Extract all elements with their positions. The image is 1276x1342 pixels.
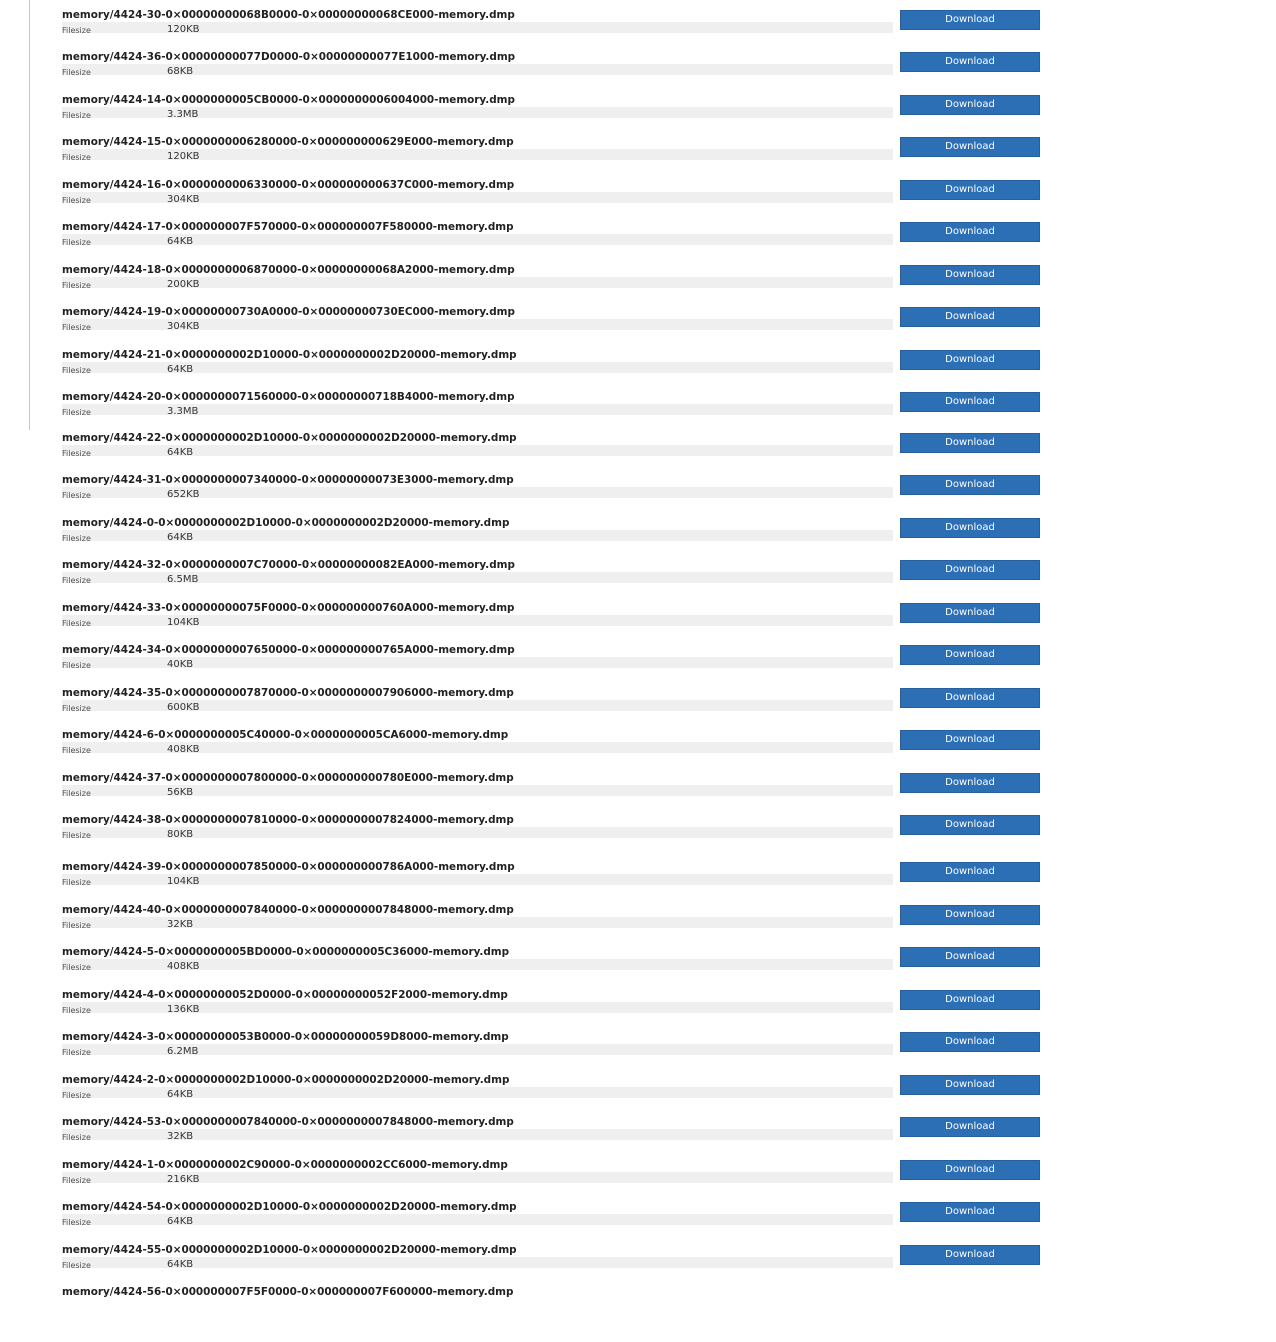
filesize-value: 120KB	[167, 151, 200, 162]
download-button[interactable]: Download	[900, 990, 1040, 1010]
filesize-label: Filesize	[62, 68, 91, 77]
file-name: memory/4424-37-0×0000000007800000-0×000000000780E000-memory.dmp	[62, 772, 514, 784]
download-button[interactable]: Download	[900, 52, 1040, 72]
download-button[interactable]: Download	[900, 947, 1040, 967]
file-row	[0, 558, 1276, 598]
download-button[interactable]: Download	[900, 862, 1040, 882]
file-name: memory/4424-32-0×0000000007C70000-0×00000000082EA000-memory.dmp	[62, 559, 515, 571]
download-button[interactable]: Download	[900, 773, 1040, 793]
file-name: memory/4424-18-0×0000000006870000-0×00000000068A2000-memory.dmp	[62, 264, 515, 276]
filesize-value: 200KB	[167, 279, 200, 290]
file-row	[0, 945, 1276, 985]
download-button[interactable]: Download	[900, 350, 1040, 370]
file-name: memory/4424-2-0×0000000002D10000-0×0000000002D20000-memory.dmp	[62, 1074, 510, 1086]
download-button[interactable]: Download	[900, 1117, 1040, 1137]
file-name: memory/4424-40-0×0000000007840000-0×0000000007848000-memory.dmp	[62, 904, 514, 916]
download-button[interactable]: Download	[900, 905, 1040, 925]
file-row	[0, 50, 1276, 90]
file-row	[0, 686, 1276, 726]
filesize-value: 408KB	[167, 744, 200, 755]
file-row	[0, 431, 1276, 471]
download-button[interactable]: Download	[900, 265, 1040, 285]
filesize-label: Filesize	[62, 789, 91, 798]
filesize-value: 40KB	[167, 659, 194, 670]
filesize-value: 104KB	[167, 876, 200, 887]
partial-file-row	[62, 1285, 662, 1298]
filesize-label: Filesize	[62, 196, 91, 205]
filesize-label: Filesize	[62, 1261, 91, 1270]
download-button[interactable]: Download	[900, 645, 1040, 665]
filesize-label: Filesize	[62, 323, 91, 332]
file-name: memory/4424-14-0×0000000005CB0000-0×0000000006004000-memory.dmp	[62, 94, 515, 106]
filesize-value: 64KB	[167, 236, 194, 247]
filesize-label: Filesize	[62, 576, 91, 585]
file-row	[0, 263, 1276, 303]
download-button[interactable]: Download	[900, 1075, 1040, 1095]
download-button[interactable]: Download	[900, 518, 1040, 538]
filesize-value: 600KB	[167, 702, 200, 713]
file-row	[0, 390, 1276, 430]
filesize-label: Filesize	[62, 619, 91, 628]
filesize-label: Filesize	[62, 921, 91, 930]
filesize-label: Filesize	[62, 1176, 91, 1185]
file-name: memory/4424-33-0×00000000075F0000-0×000000000760A000-memory.dmp	[62, 602, 515, 614]
file-name: memory/4424-19-0×00000000730A0000-0×00000000730EC000-memory.dmp	[62, 306, 515, 318]
download-button[interactable]: Download	[900, 10, 1040, 30]
filesize-value: 64KB	[167, 1216, 194, 1227]
file-row	[0, 1030, 1276, 1070]
download-button[interactable]: Download	[900, 137, 1040, 157]
filesize-value: 56KB	[167, 787, 194, 798]
file-name: memory/4424-34-0×0000000007650000-0×000000000765A000-memory.dmp	[62, 644, 515, 656]
download-button[interactable]: Download	[900, 1245, 1040, 1265]
file-row	[0, 305, 1276, 345]
filesize-value: 652KB	[167, 489, 200, 500]
file-name: memory/4424-22-0×0000000002D10000-0×0000000002D20000-memory.dmp	[62, 432, 517, 444]
file-row	[0, 135, 1276, 175]
download-button[interactable]: Download	[900, 560, 1040, 580]
filesize-label: Filesize	[62, 661, 91, 670]
filesize-label: Filesize	[62, 1006, 91, 1015]
file-row	[0, 473, 1276, 513]
file-row	[0, 1158, 1276, 1198]
file-name: memory/4424-15-0×0000000006280000-0×000000000629E000-memory.dmp	[62, 136, 514, 148]
filesize-value: 68KB	[167, 66, 194, 77]
file-name: memory/4424-36-0×00000000077D0000-0×00000000077E1000-memory.dmp	[62, 51, 516, 63]
filesize-label: Filesize	[62, 746, 91, 755]
file-row	[0, 516, 1276, 556]
file-name: memory/4424-0-0×0000000002D10000-0×0000000002D20000-memory.dmp	[62, 517, 510, 529]
filesize-value: 32KB	[167, 919, 194, 930]
file-row	[0, 813, 1276, 853]
filesize-label: Filesize	[62, 534, 91, 543]
filesize-value: 64KB	[167, 447, 194, 458]
filesize-label: Filesize	[62, 366, 91, 375]
download-button[interactable]: Download	[900, 222, 1040, 242]
download-button[interactable]: Download	[900, 603, 1040, 623]
file-row	[0, 771, 1276, 811]
filesize-label: Filesize	[62, 408, 91, 417]
file-name: memory/4424-1-0×0000000002C90000-0×0000000002CC6000-memory.dmp	[62, 1159, 508, 1171]
file-name: memory/4424-17-0×000000007F570000-0×000000007F580000-memory.dmp	[62, 221, 514, 233]
filesize-label: Filesize	[62, 153, 91, 162]
file-name: memory/4424-6-0×0000000005C40000-0×0000000005CA6000-memory.dmp	[62, 729, 509, 741]
download-button[interactable]: Download	[900, 688, 1040, 708]
filesize-value: 80KB	[167, 829, 194, 840]
download-button[interactable]: Download	[900, 815, 1040, 835]
file-row	[0, 220, 1276, 260]
file-name: memory/4424-53-0×0000000007840000-0×0000000007848000-memory.dmp	[62, 1116, 514, 1128]
filesize-label: Filesize	[62, 281, 91, 290]
download-button[interactable]: Download	[900, 1202, 1040, 1222]
file-name: memory/4424-30-0×00000000068B0000-0×00000000068CE000-memory.dmp	[62, 9, 515, 21]
file-row	[0, 8, 1276, 48]
file-row	[0, 988, 1276, 1028]
file-row	[0, 860, 1276, 900]
filesize-value: 408KB	[167, 961, 200, 972]
download-button[interactable]: Download	[900, 392, 1040, 412]
filesize-label: Filesize	[62, 1133, 91, 1142]
file-row	[0, 1073, 1276, 1113]
filesize-label: Filesize	[62, 704, 91, 713]
file-row	[0, 178, 1276, 218]
filesize-label: Filesize	[62, 26, 91, 35]
filesize-value: 64KB	[167, 532, 194, 543]
filesize-value: 64KB	[167, 1089, 194, 1100]
filesize-value: 120KB	[167, 24, 200, 35]
filesize-value: 216KB	[167, 1174, 200, 1185]
file-row	[0, 601, 1276, 641]
filesize-value: 136KB	[167, 1004, 200, 1015]
file-name: memory/4424-20-0×0000000071560000-0×00000000718B4000-memory.dmp	[62, 391, 515, 403]
filesize-value: 304KB	[167, 321, 200, 332]
download-button[interactable]: Download	[900, 730, 1040, 750]
download-button[interactable]: Download	[900, 95, 1040, 115]
partial-file-name: memory/4424-56-0×000000007F5F0000-0×000000007F600000-memory.dmp	[62, 1286, 514, 1298]
file-name: memory/4424-38-0×0000000007810000-0×0000000007824000-memory.dmp	[62, 814, 514, 826]
file-name: memory/4424-3-0×00000000053B0000-0×00000000059D8000-memory.dmp	[62, 1031, 509, 1043]
file-name: memory/4424-39-0×0000000007850000-0×000000000786A000-memory.dmp	[62, 861, 515, 873]
filesize-label: Filesize	[62, 1091, 91, 1100]
filesize-label: Filesize	[62, 491, 91, 500]
download-button[interactable]: Download	[900, 475, 1040, 495]
file-row	[0, 1115, 1276, 1155]
file-name: memory/4424-4-0×00000000052D0000-0×00000000052F2000-memory.dmp	[62, 989, 508, 1001]
filesize-value: 104KB	[167, 617, 200, 628]
file-name: memory/4424-54-0×0000000002D10000-0×0000000002D20000-memory.dmp	[62, 1201, 517, 1213]
filesize-label: Filesize	[62, 878, 91, 887]
download-button[interactable]: Download	[900, 180, 1040, 200]
filesize-label: Filesize	[62, 111, 91, 120]
filesize-value: 6.2MB	[167, 1046, 199, 1057]
file-name: memory/4424-31-0×0000000007340000-0×00000000073E3000-memory.dmp	[62, 474, 514, 486]
file-name: memory/4424-21-0×0000000002D10000-0×0000000002D20000-memory.dmp	[62, 349, 517, 361]
filesize-label: Filesize	[62, 831, 91, 840]
filesize-label: Filesize	[62, 1048, 91, 1057]
filesize-label: Filesize	[62, 1218, 91, 1227]
file-name: memory/4424-55-0×0000000002D10000-0×0000000002D20000-memory.dmp	[62, 1244, 517, 1256]
file-row	[0, 348, 1276, 388]
filesize-value: 3.3MB	[167, 109, 199, 120]
download-button[interactable]: Download	[900, 307, 1040, 327]
file-name: memory/4424-5-0×0000000005BD0000-0×0000000005C36000-memory.dmp	[62, 946, 510, 958]
file-name: memory/4424-16-0×0000000006330000-0×000000000637C000-memory.dmp	[62, 179, 515, 191]
file-row	[0, 1243, 1276, 1283]
file-row	[0, 728, 1276, 768]
download-button[interactable]: Download	[900, 1032, 1040, 1052]
download-button[interactable]: Download	[900, 433, 1040, 453]
filesize-value: 64KB	[167, 1259, 194, 1270]
filesize-label: Filesize	[62, 238, 91, 247]
filesize-value: 3.3MB	[167, 406, 199, 417]
filesize-value: 304KB	[167, 194, 200, 205]
filesize-label: Filesize	[62, 449, 91, 458]
file-name: memory/4424-35-0×0000000007870000-0×0000000007906000-memory.dmp	[62, 687, 514, 699]
file-row	[0, 93, 1276, 133]
download-button[interactable]: Download	[900, 1160, 1040, 1180]
file-row	[0, 1200, 1276, 1240]
file-row	[0, 643, 1276, 683]
file-row	[0, 903, 1276, 943]
filesize-value: 32KB	[167, 1131, 194, 1142]
filesize-value: 6.5MB	[167, 574, 199, 585]
filesize-label: Filesize	[62, 963, 91, 972]
filesize-value: 64KB	[167, 364, 194, 375]
